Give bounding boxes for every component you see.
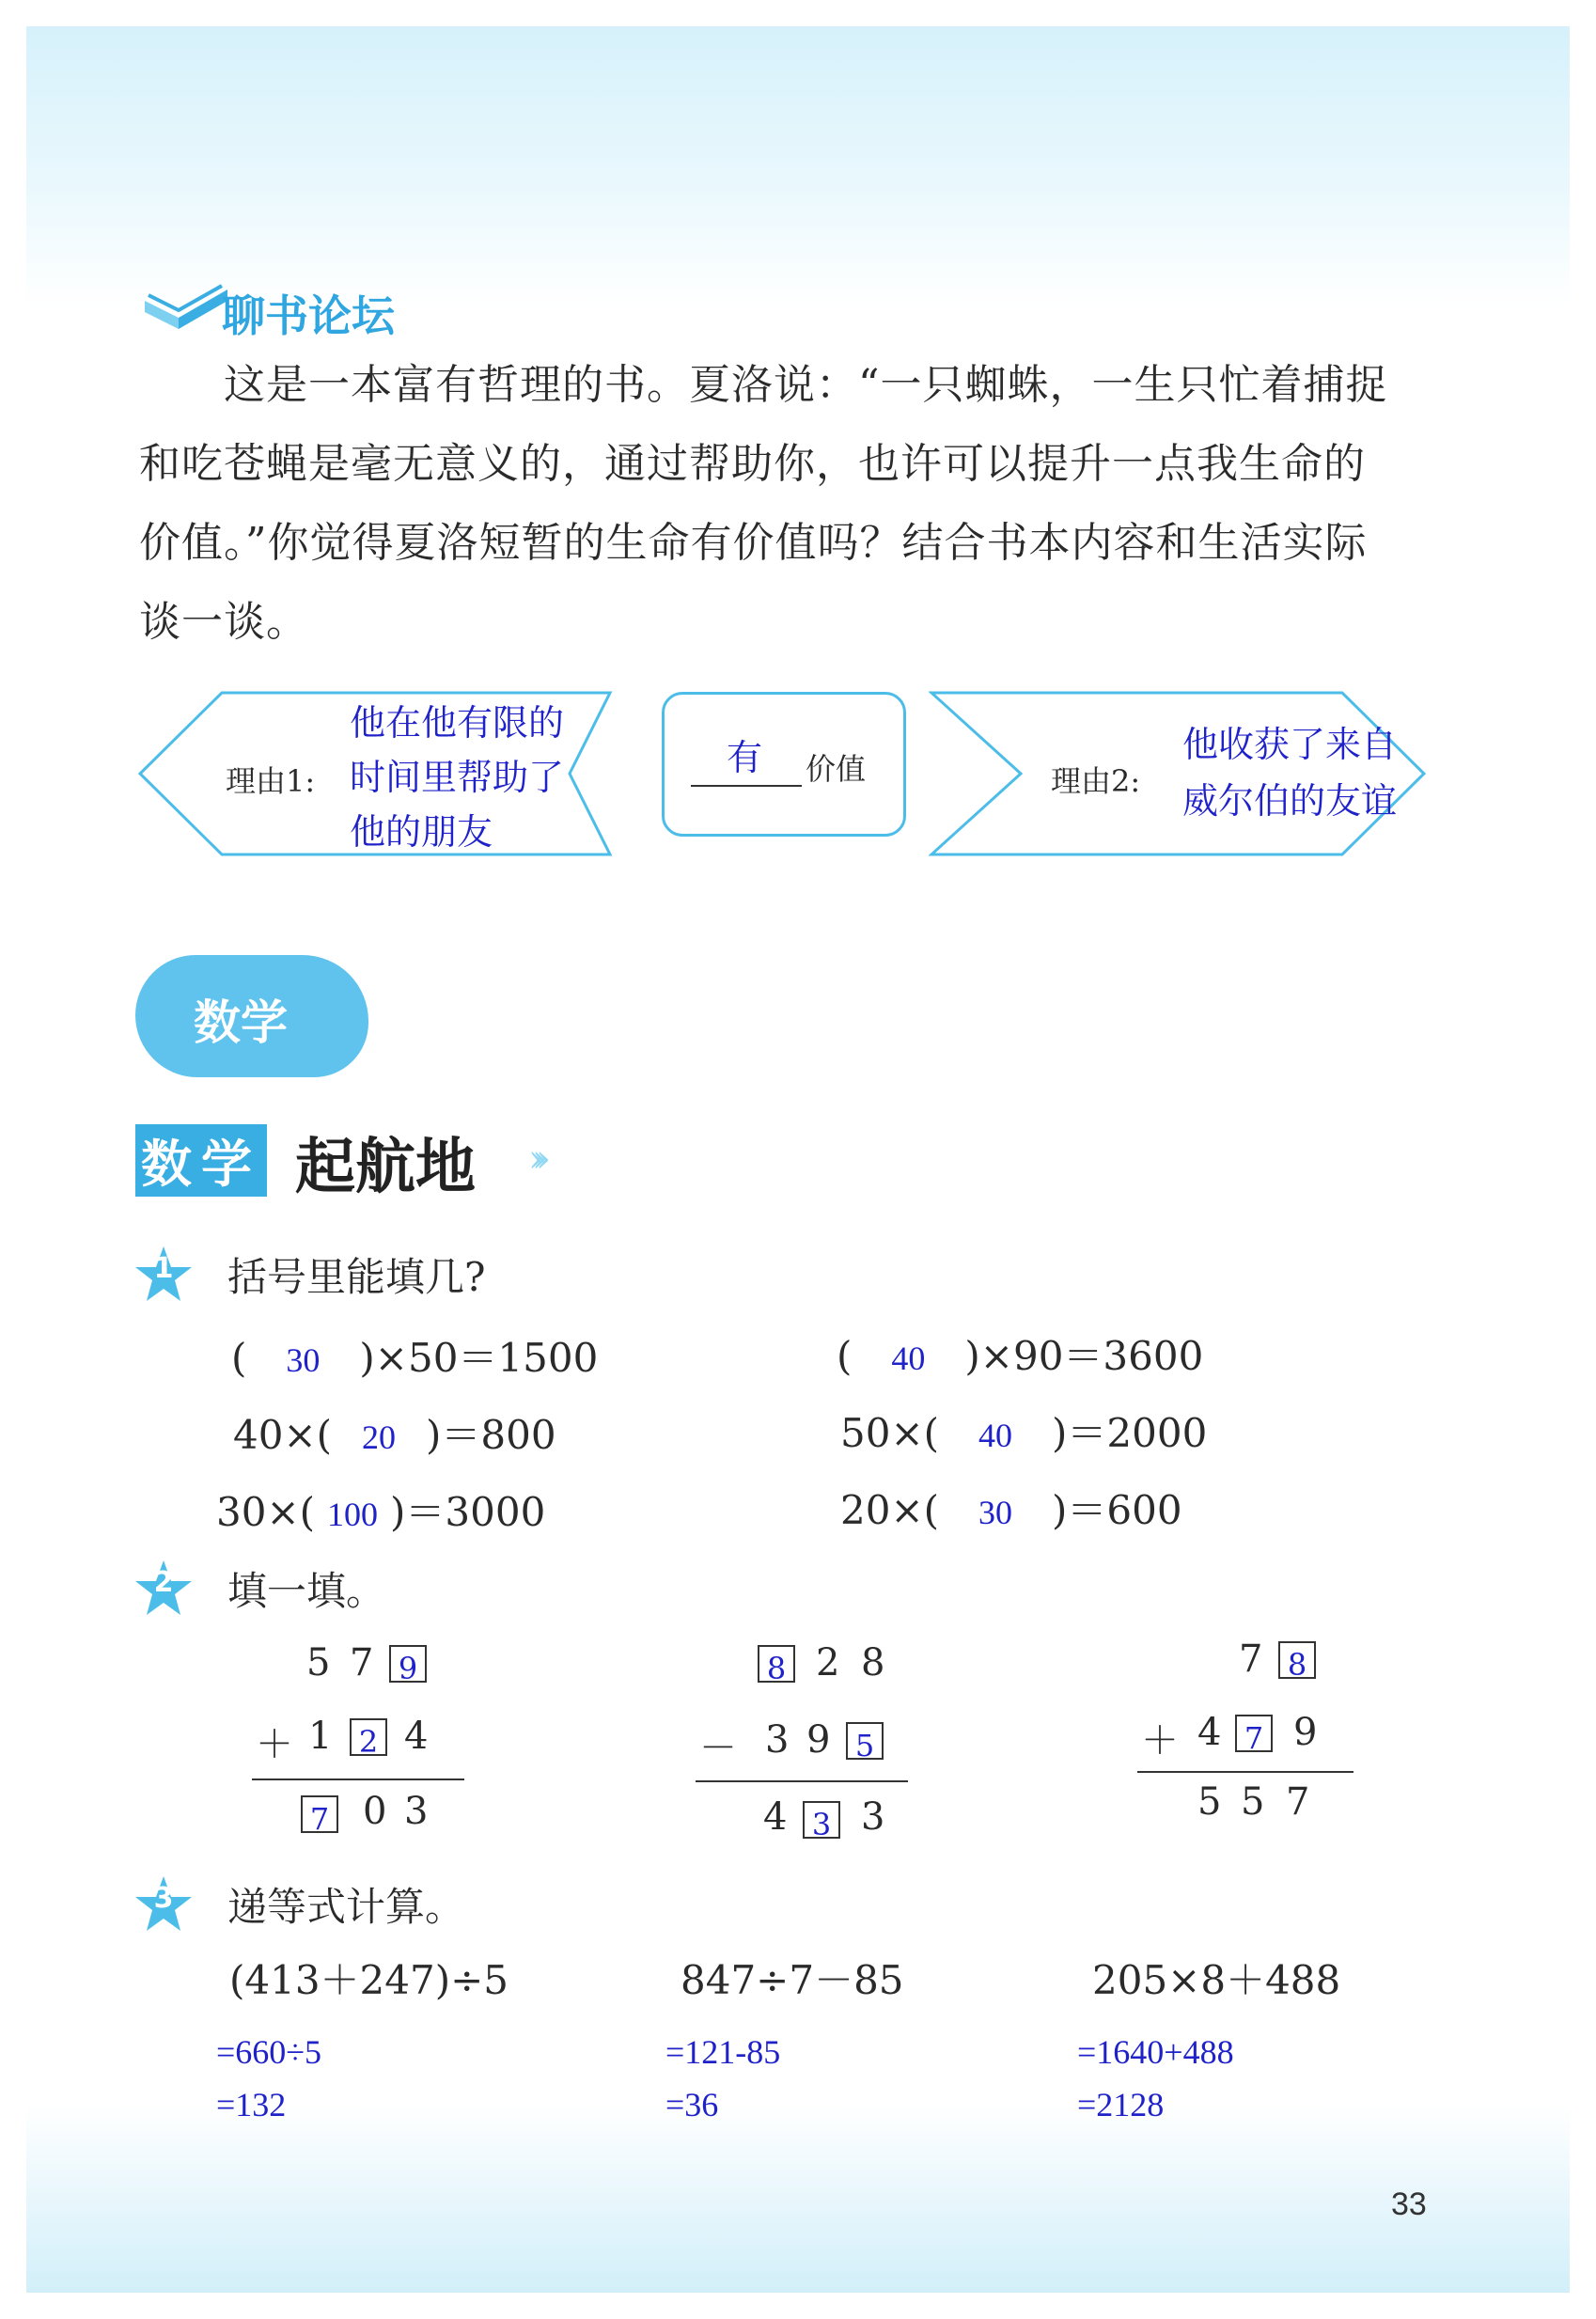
math-heading-part2: 起航地 xyxy=(295,1133,476,1202)
answer-box xyxy=(803,1801,840,1842)
sum-line xyxy=(1137,1771,1353,1773)
discussion-paragraph xyxy=(139,346,1474,662)
sum-line xyxy=(252,1778,464,1780)
eq-answer: 100 xyxy=(327,1496,379,1533)
eq-post: )＝600 xyxy=(1052,1487,1182,1533)
eq-answer: 30 xyxy=(286,1341,321,1379)
q1-row-1-left xyxy=(231,1327,598,1384)
digit: 3 xyxy=(404,1790,429,1833)
reason2-label: 理由2: xyxy=(1051,763,1141,799)
digit: 7 xyxy=(350,1641,374,1684)
q1-row-1-right xyxy=(837,1325,1203,1382)
reason1-box xyxy=(137,690,613,857)
q3-expression-2: 847÷7－85 xyxy=(681,1957,904,2003)
answer-box xyxy=(1235,1715,1273,1756)
answer-box xyxy=(389,1645,427,1686)
eq-post: )＝800 xyxy=(426,1412,556,1458)
digit: 4 xyxy=(763,1795,788,1839)
value-box xyxy=(662,692,906,837)
reason2-box xyxy=(929,690,1427,857)
reason2-answer xyxy=(1182,716,1397,829)
eq-answer: 20 xyxy=(362,1418,397,1456)
page-number: 33 xyxy=(1391,2186,1427,2222)
answer-line: 他的朋友 xyxy=(350,811,493,853)
question-3-prompt: 递等式计算。 xyxy=(227,1884,465,1930)
eq-pre: 20×( xyxy=(840,1487,940,1533)
eq-post: )×50＝1500 xyxy=(359,1335,599,1381)
chevrons-icon: ››› xyxy=(528,1137,540,1181)
value-answer-line xyxy=(691,785,802,787)
answer-line: 他在他有限的 xyxy=(350,702,565,744)
box-answer: 5 xyxy=(854,1728,875,1763)
answer-box xyxy=(758,1645,795,1686)
q1-row-2-left xyxy=(233,1404,556,1461)
eq-pre: 50×( xyxy=(840,1410,940,1456)
eq-pre: 40×( xyxy=(233,1412,333,1458)
reason1-label: 理由1: xyxy=(226,763,316,799)
difference-line xyxy=(696,1780,908,1782)
q1-row-3-right xyxy=(840,1480,1182,1536)
q3-step-2-1: =121-85 xyxy=(665,2033,781,2071)
box-answer: 8 xyxy=(766,1651,787,1686)
digit: 9 xyxy=(806,1718,831,1762)
digit: 0 xyxy=(363,1790,387,1833)
operator-plus: ＋ xyxy=(256,1723,293,1766)
digit: 4 xyxy=(404,1715,429,1758)
section-title-chat: 聊书论坛 xyxy=(222,290,395,341)
math-heading xyxy=(135,1119,624,1202)
operator-plus: ＋ xyxy=(1141,1719,1179,1763)
digit: 8 xyxy=(861,1641,885,1684)
answer-box xyxy=(350,1718,387,1760)
answer-box xyxy=(1278,1641,1316,1683)
paragraph-line: 这是一本富有哲理的书。夏洛说：“一只蜘蛛，一生只忙着捕捉 xyxy=(224,361,1388,409)
value-label: 价值 xyxy=(806,751,867,787)
answer-line: 威尔伯的友谊 xyxy=(1182,780,1398,822)
question-number: 2 xyxy=(153,1566,174,1599)
eq-post: )＝3000 xyxy=(390,1489,546,1535)
math-heading-part1: 数学 xyxy=(135,1124,267,1197)
paragraph-line: 和吃苍蝇是毫无意义的，通过帮助你，也许可以提升一点我生命的 xyxy=(139,440,1366,488)
question-2-prompt: 填一填。 xyxy=(227,1568,386,1614)
eq-pre: 30×( xyxy=(216,1489,316,1535)
eq-answer: 40 xyxy=(891,1340,926,1377)
q3-expression-1: (413＋247)÷5 xyxy=(229,1957,509,2003)
eq-post: )＝2000 xyxy=(1052,1410,1208,1456)
eq-pre: ( xyxy=(231,1335,247,1381)
box-answer: 9 xyxy=(398,1651,418,1686)
digit: 1 xyxy=(308,1715,333,1758)
digit: 5 xyxy=(1241,1780,1265,1824)
digit: 9 xyxy=(1293,1711,1318,1754)
digit: 3 xyxy=(765,1718,790,1762)
paragraph-line: 谈一谈。 xyxy=(139,598,308,646)
question-2-star-icon xyxy=(133,1559,194,1619)
box-answer: 8 xyxy=(1287,1647,1307,1683)
q3-expression-3: 205×8＋488 xyxy=(1092,1957,1341,2003)
math-badge-label: 数学 xyxy=(194,995,288,1050)
q3-step-1-1: =660÷5 xyxy=(216,2033,322,2071)
digit: 2 xyxy=(816,1641,840,1684)
q1-row-3-left xyxy=(216,1481,545,1538)
question-3-star-icon xyxy=(133,1874,194,1935)
eq-pre: ( xyxy=(837,1333,853,1379)
digit: 7 xyxy=(1286,1780,1310,1824)
box-answer: 2 xyxy=(358,1724,379,1760)
box-answer: 7 xyxy=(309,1801,330,1837)
eq-answer: 30 xyxy=(978,1494,1013,1531)
question-1-star-icon xyxy=(133,1245,194,1305)
box-answer: 7 xyxy=(1244,1720,1264,1756)
paragraph-line: 价值。”你觉得夏洛短暂的生命有价值吗？结合书本内容和生活实际 xyxy=(139,519,1368,567)
q3-step-3-2: =2128 xyxy=(1077,2086,1165,2123)
digit: 3 xyxy=(861,1795,885,1839)
bottom-gradient xyxy=(26,2105,1570,2293)
answer-line: 他收获了来自 xyxy=(1182,724,1398,765)
digit: 7 xyxy=(1239,1637,1263,1681)
book-icon xyxy=(141,282,231,333)
answer-box xyxy=(846,1722,884,1763)
digit: 4 xyxy=(1197,1711,1222,1754)
question-number: 3 xyxy=(153,1882,174,1915)
top-gradient xyxy=(26,26,1570,308)
operator-minus: － xyxy=(699,1727,737,1770)
answer-box xyxy=(301,1795,338,1837)
value-answer: 有 xyxy=(727,737,763,778)
workbook-page xyxy=(26,26,1570,2293)
q1-row-2-right xyxy=(840,1402,1207,1459)
q3-step-3-1: =1640+488 xyxy=(1077,2033,1234,2071)
math-badge xyxy=(135,955,368,1077)
eq-answer: 40 xyxy=(978,1417,1013,1454)
digit: 5 xyxy=(306,1641,331,1684)
question-number: 1 xyxy=(153,1252,174,1285)
reason1-answer xyxy=(350,696,564,859)
question-1-prompt: 括号里能填几? xyxy=(227,1254,486,1300)
digit: 5 xyxy=(1197,1780,1222,1824)
eq-post: )×90＝3600 xyxy=(964,1333,1204,1379)
answer-line: 时间里帮助了 xyxy=(350,757,565,798)
q3-step-1-2: =132 xyxy=(216,2086,287,2123)
box-answer: 3 xyxy=(811,1807,832,1842)
q3-step-2-2: =36 xyxy=(665,2086,719,2123)
